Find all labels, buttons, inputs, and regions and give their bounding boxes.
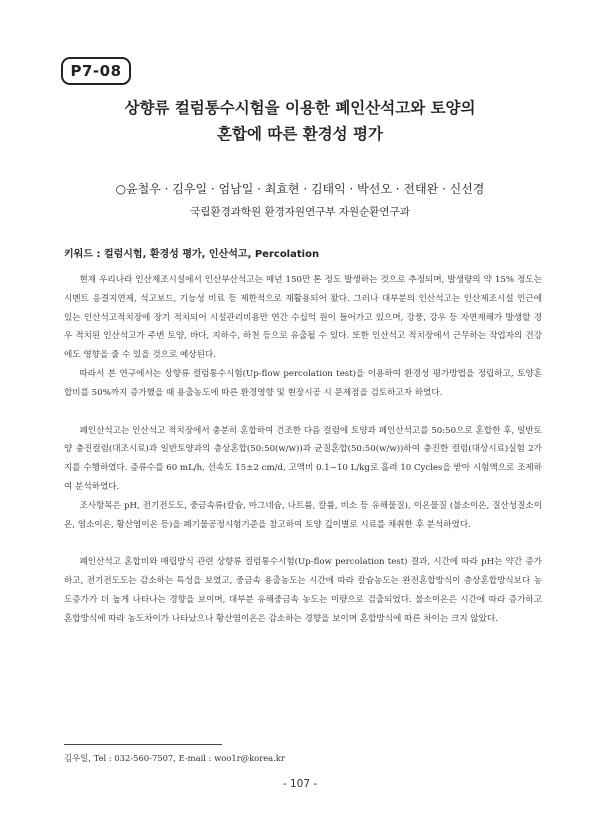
footnote-divider xyxy=(64,744,222,745)
footnote-contact: 김우일, Tel : 032-560-7507, E-mail : woo1r@korea.kr xyxy=(64,753,285,763)
paragraph: 조사항목은 pH, 전기전도도, 중금속류(칼슘, 마그네슘, 나트륨, 칼륨, 비소 등 유해물질), 이온물질 (불소이온, 질산성질소이온, 염소이온, 황산염이온 등)을 폐기물공정시험기준을 참고하여 토양 깊이별로 시료를 채취한 후 분석하였다. xyxy=(64,500,542,530)
paragraph: 따라서 본 연구에서는 상향류 컬럼통수시험(Up-flow percolation test)을 이용하여 환경성 평가방법을 정립하고, 토양혼합비를 50%까지 증가했을 때 용출농도에 따른 환경영향 및 현장시공 시 문제점을 검토하고자 하였다. xyxy=(64,368,542,398)
paper-title-line-1: 상향류 컬럼통수시험을 이용한 폐인산석고와 토양의 xyxy=(124,99,476,117)
affiliation: 국립환경과학원 환경자원연구부 자원순환연구과 xyxy=(190,206,410,218)
page-number: - 107 - xyxy=(282,778,318,790)
abstract-body xyxy=(64,271,542,629)
paragraph: 폐인산석고 혼합비와 매립방식 관련 상향류 컬럼통수시험(Up-flow percolation test) 결과, 시간에 따라 pH는 약간 증가하고, 전기전도도는 감소하는 특성을 보였고, 중금속 용출농도는 시간에 따라 칼슘농도는 완전혼합방식이 층상혼합방식보다 농도증가가 더 높게 나타나는 경향을 보이며, 대부분 유해중금속 농도는 미량으로 검출되었다. 불소이온은 시간에 따라 증가하고 혼합방식에 따라 농도차이가 나타났으나 황산염이온은 감소하는 경향을 보이며 혼합방식에 따른 차이는 크지 않았다. xyxy=(64,557,542,624)
paragraph: 현재 우리나라 인산제조시설에서 인산부산석고는 매년 150만 톤 정도 발생하는 것으로 추정되며, 발생량의 약 15% 정도는 시멘트 응결지연제, 석고보드, 기능성 비료 등 제한적으로 재활용되어 왔다. 그러나 대부분의 인산석고는 인산제조시설 인근에 있는 인산석고적치장에 장기 적치되어 시설관리비용만 연간 수십억 원이 들어가고 있으며, 강풍, 강우 등 자연재해가 발생할 경우 적치된 인산석고가 주변 토양, 바다, 지하수, 하천 등으로 유출될 수 있다. 또한 인산석고 적치장에서 근무하는 작업자의 건강에도 영향을 줄 수 있을 것으로 예상된다. xyxy=(64,275,542,361)
keywords: 키워드 : 컬럼시험, 환경성 평가, 인산석고, Percolation xyxy=(64,249,320,260)
author-list: ○윤철우 · 김우일 · 엄남일 · 최효현 · 김태익 · 박선오 · 전태완 · 신선경 xyxy=(115,182,485,196)
session-badge: P7-08 xyxy=(61,57,131,85)
paragraph: 폐인산석고는 인산석고 적치장에서 충분히 혼합하여 건조한 다음 컬럼에 토양과 폐인산석고를 50:50으로 혼합한 후, 일반토양 충진컬럼(대조시료)과 일반토양과의 층상혼합(50:50(w/w))과 균질혼합(50:50(w/w))하여 충진한 컬럼(대상시료)실험 2가지를 수행하였다. 증류수를 60 mL/h, 선속도 15±2 cm/d, 고액비 0.1~10 L/kg로 흘려 10 Cycles을 받아 시험액으로 조제하여 분석하였다. xyxy=(64,425,542,492)
paper-title-line-2: 혼합에 따른 환경성 평가 xyxy=(217,125,383,143)
